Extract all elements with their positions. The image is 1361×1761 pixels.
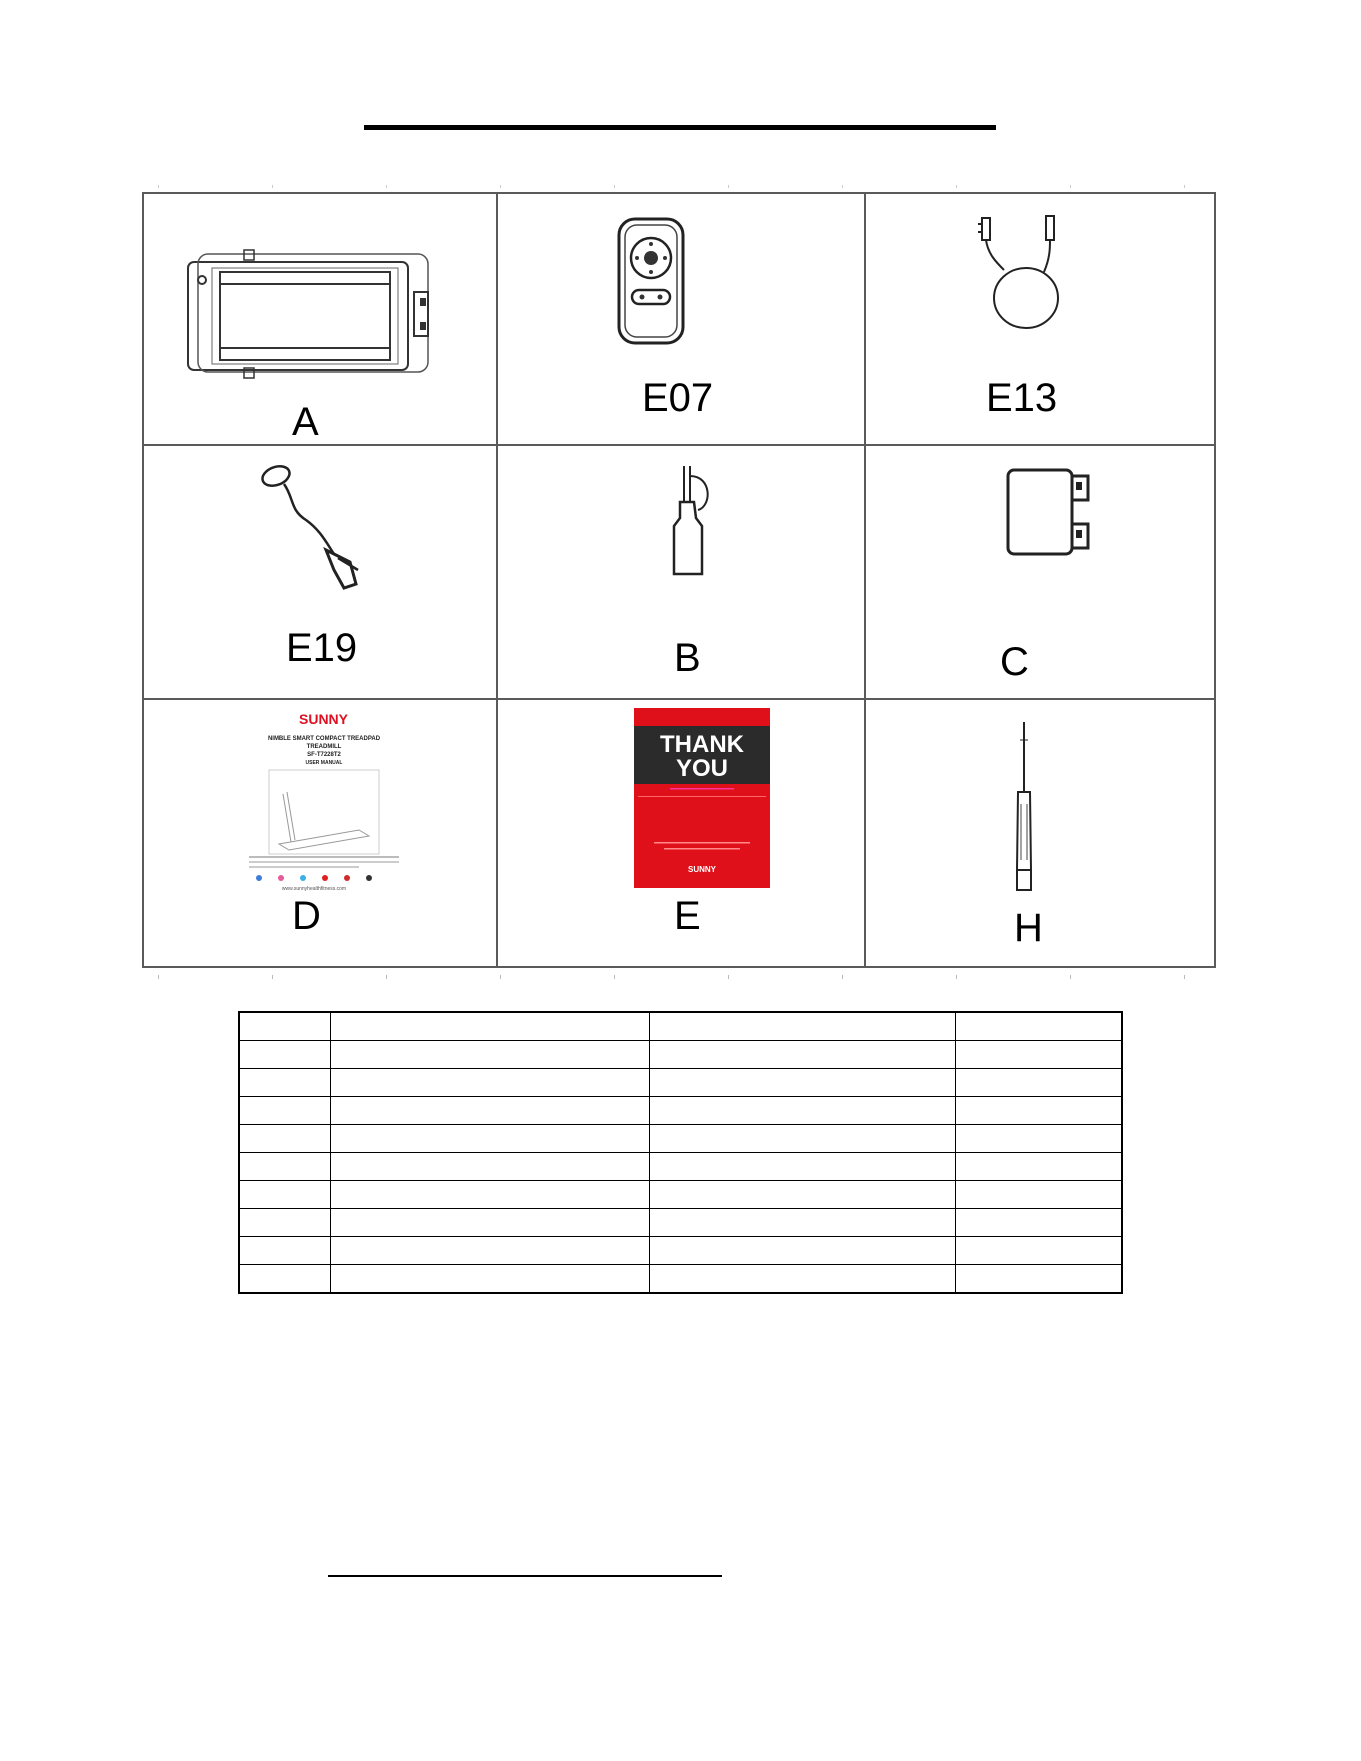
part-label: E19 — [286, 626, 358, 670]
user-manual-image — [239, 704, 409, 894]
part-cell-e — [498, 700, 866, 968]
table-row — [239, 1237, 1122, 1265]
table-row — [239, 1069, 1122, 1097]
part-label: B — [674, 636, 701, 680]
svg-text:TREADMILL: TREADMILL — [306, 744, 342, 750]
lubricant-bottle-image — [668, 462, 718, 582]
part-label: D — [292, 894, 321, 938]
table-row — [239, 1153, 1122, 1181]
part-label: E — [674, 894, 701, 938]
svg-text:SUNNY: SUNNY — [687, 865, 717, 874]
svg-text:USER MANUAL: USER MANUAL — [305, 760, 343, 766]
svg-text:SF-T7228T2: SF-T7228T2 — [307, 752, 341, 758]
part-cell-h — [866, 700, 1216, 968]
parts-grid — [142, 192, 1216, 968]
card-line2: YOU — [675, 755, 729, 782]
table-row — [239, 1012, 1122, 1041]
card-line1: THANK — [660, 731, 744, 758]
part-cell-a — [144, 194, 498, 446]
part-cell-e19 — [144, 446, 498, 700]
table-row — [239, 1209, 1122, 1237]
thank-you-card-image — [634, 708, 770, 888]
manual-brand: SUNNY — [299, 711, 349, 727]
part-cell-d — [144, 700, 498, 968]
part-label: E13 — [986, 376, 1058, 420]
table-row — [239, 1265, 1122, 1294]
parts-table — [238, 1011, 1123, 1294]
safety-key-image — [254, 458, 374, 598]
table-row — [239, 1125, 1122, 1153]
remote-control-image — [616, 216, 686, 346]
treadmill-image — [184, 244, 449, 384]
part-cell-c — [866, 446, 1216, 700]
part-label: C — [1000, 640, 1029, 684]
svg-text:www.sunnyhealthfitness.com: www.sunnyhealthfitness.com — [281, 886, 347, 892]
title-underline — [364, 125, 996, 130]
footer-underline — [328, 1575, 722, 1577]
part-cell-e07 — [498, 194, 866, 446]
part-label: H — [1014, 906, 1043, 950]
part-cell-b — [498, 446, 866, 700]
screwdriver-image — [1012, 720, 1036, 900]
part-label: E07 — [642, 376, 714, 420]
bracket-image — [1004, 466, 1104, 566]
table-row — [239, 1097, 1122, 1125]
power-cord-image — [974, 214, 1074, 334]
part-cell-e13 — [866, 194, 1216, 446]
table-row — [239, 1041, 1122, 1069]
part-label: A — [292, 400, 319, 444]
table-row — [239, 1181, 1122, 1209]
svg-text:NIMBLE SMART COMPACT TREADPAD: NIMBLE SMART COMPACT TREADPAD — [267, 736, 381, 742]
